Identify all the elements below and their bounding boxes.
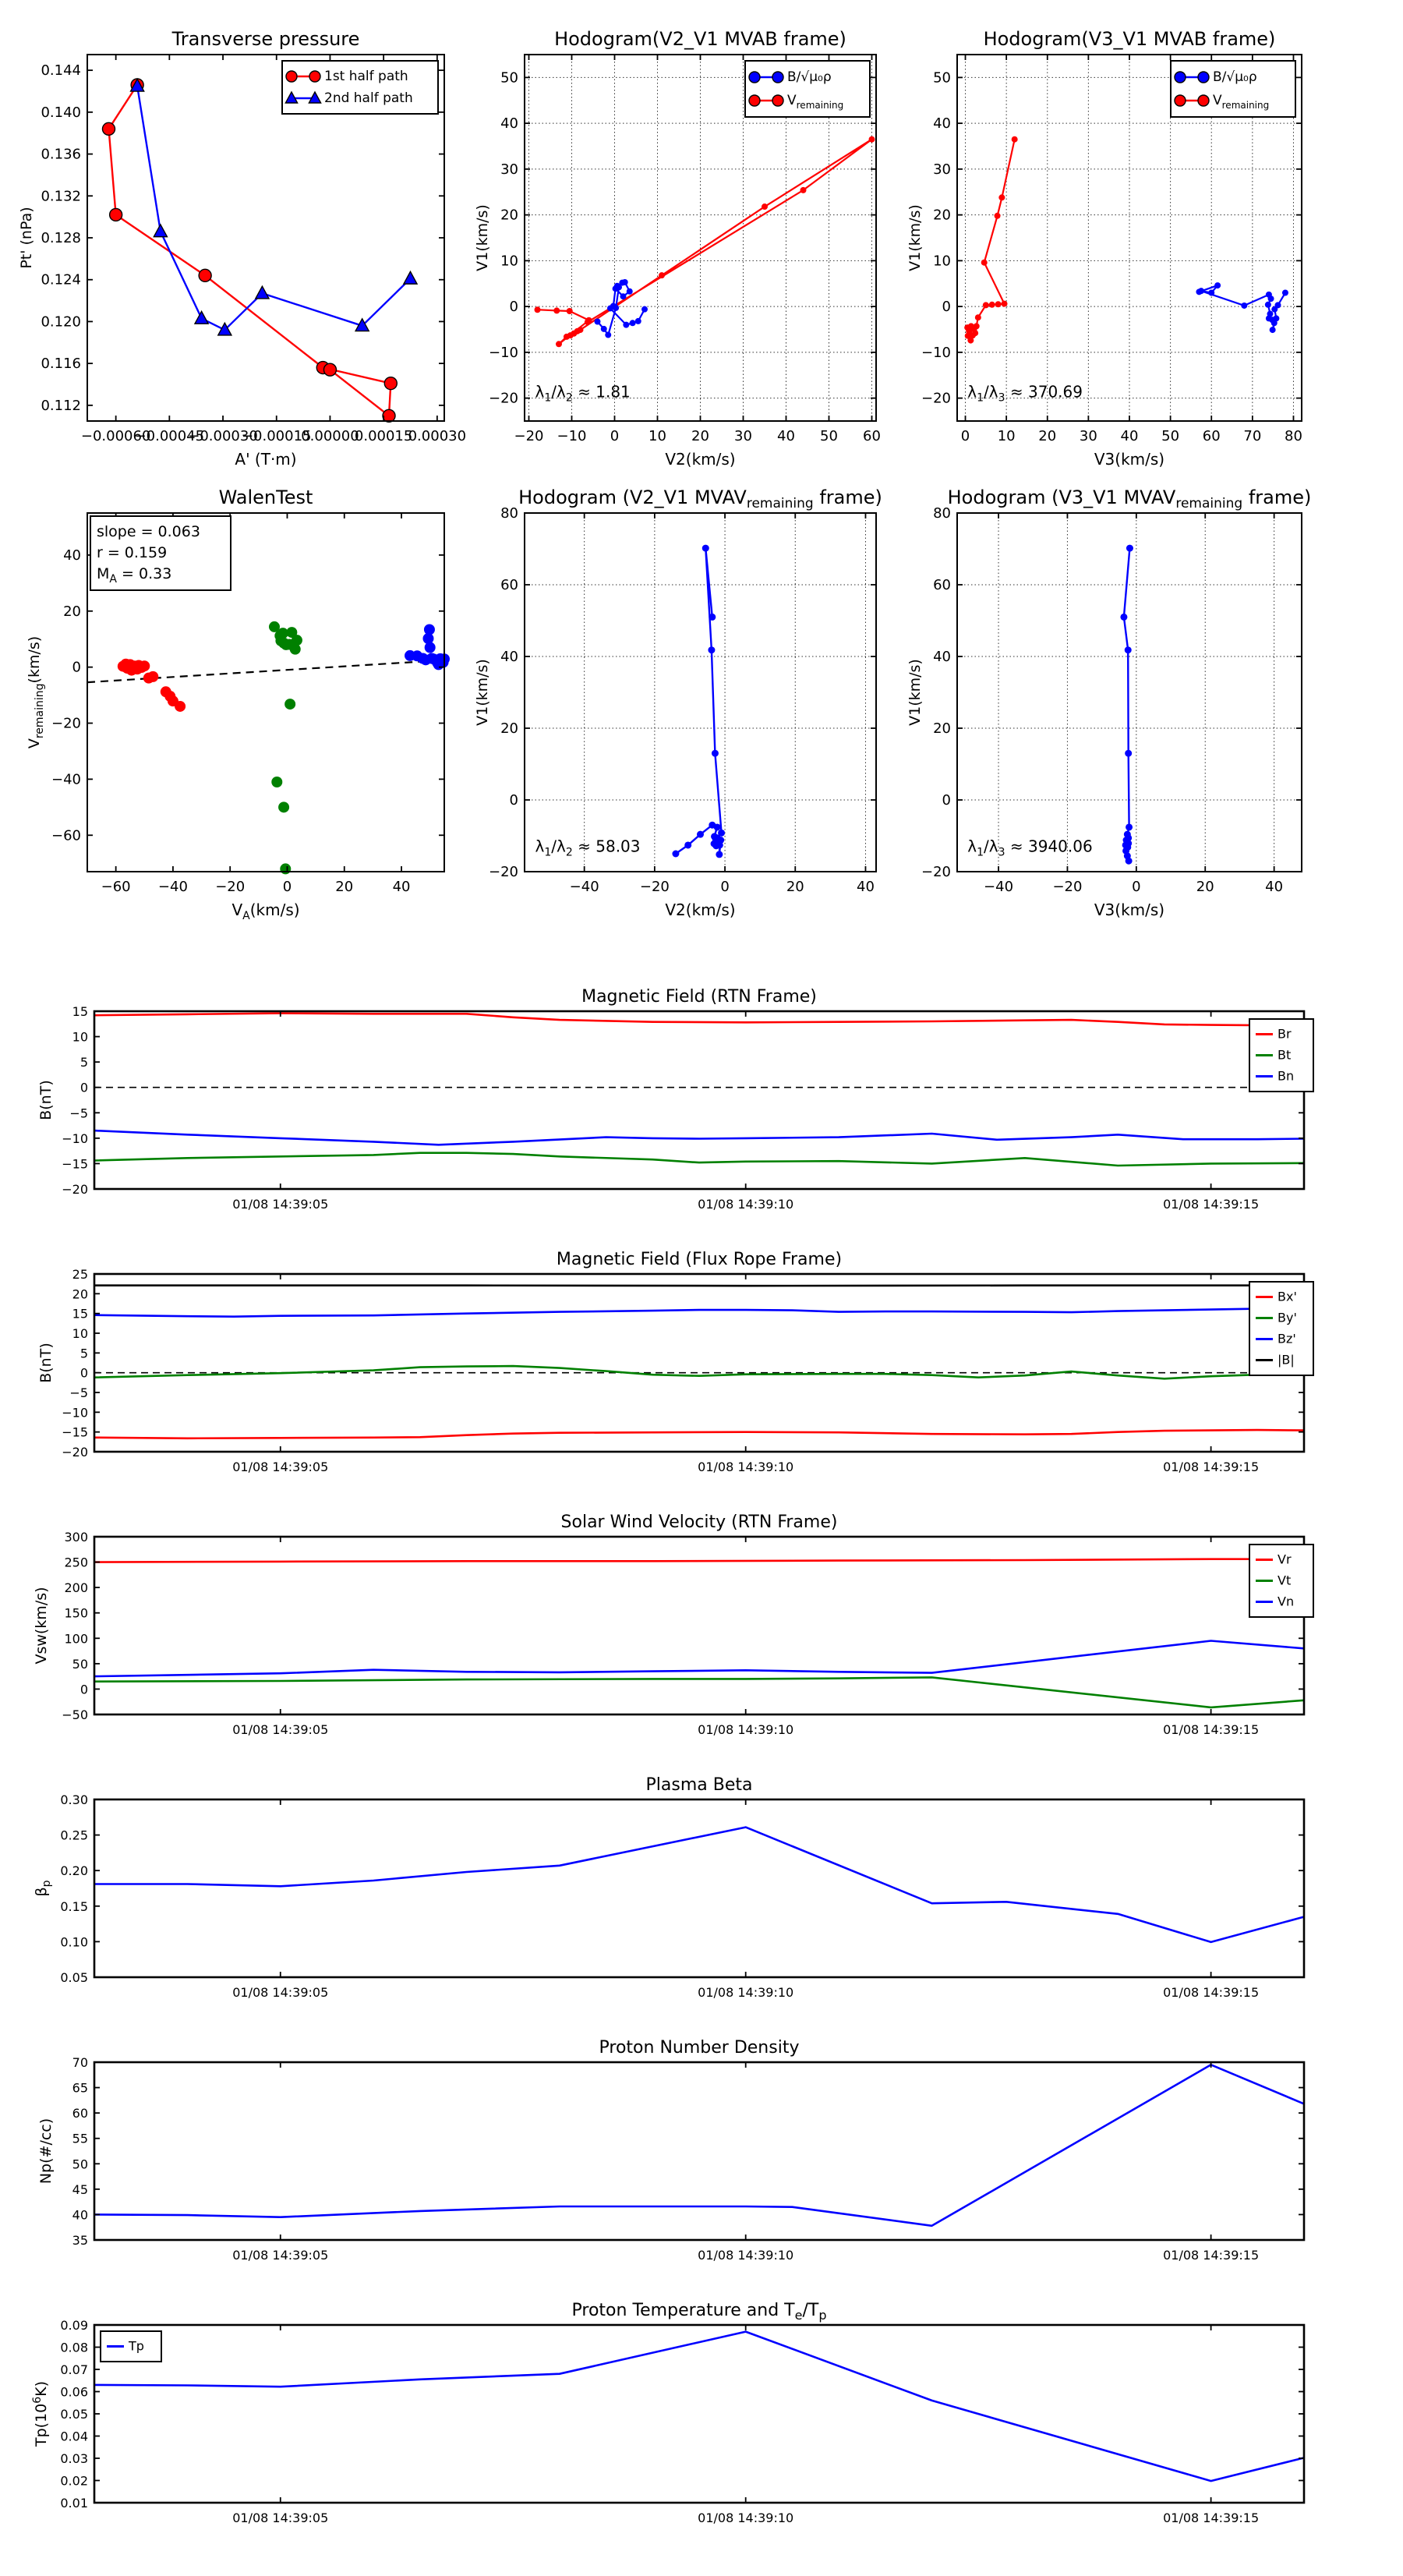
walen-stats-box bbox=[90, 516, 231, 590]
x-axis-label: V3(km/s) bbox=[1094, 450, 1165, 469]
legend-label: B/√μ₀ρ bbox=[787, 69, 832, 85]
legend-label: Vr bbox=[1278, 1552, 1292, 1567]
y-tick-label: 0.20 bbox=[60, 1863, 88, 1879]
series-Np bbox=[94, 2065, 1304, 2226]
y-tick-label: −20 bbox=[921, 390, 951, 407]
y-tick-label: 10 bbox=[933, 253, 951, 270]
chart-solar-wind-velocity-rtn bbox=[33, 1513, 1313, 1737]
chart-title: Solar Wind Velocity (RTN Frame) bbox=[560, 1513, 838, 1532]
series-line bbox=[676, 548, 722, 855]
x-tick-label: 40 bbox=[1265, 879, 1284, 895]
y-tick-label: 40 bbox=[63, 547, 81, 564]
legend-label: Br bbox=[1278, 1026, 1292, 1042]
y-tick-label: 50 bbox=[500, 69, 518, 87]
chart-hodogram-v2v1-mvab bbox=[474, 28, 881, 469]
series-line bbox=[94, 1014, 1304, 1026]
x-tick-label: −40 bbox=[984, 879, 1014, 895]
y-tick-label: 0 bbox=[80, 1682, 88, 1697]
y-axis-label: $\beta_p$ bbox=[33, 1880, 53, 1897]
x-tick-label: 70 bbox=[1243, 428, 1262, 444]
legend bbox=[1249, 1282, 1313, 1375]
series-line bbox=[1124, 548, 1130, 861]
x-tick-label: −0.00060 bbox=[80, 428, 151, 444]
x-tick-label: −20 bbox=[639, 879, 670, 895]
series-v-remaining-path bbox=[964, 136, 1018, 344]
y-tick-label: 250 bbox=[64, 1555, 88, 1570]
series-line bbox=[94, 1153, 1304, 1166]
series-line bbox=[538, 140, 872, 345]
y-tick-label: −20 bbox=[921, 864, 951, 880]
x-tick-label: 0 bbox=[282, 879, 292, 895]
x-tick-label: 10 bbox=[648, 428, 666, 444]
y-axis-label: Vsw(km/s) bbox=[33, 1587, 50, 1665]
chart-title: Transverse pressure bbox=[171, 28, 360, 50]
x-tick-label: 60 bbox=[863, 428, 881, 444]
x-tick-label: −10 bbox=[557, 428, 587, 444]
x-tick-label: 01/08 14:39:15 bbox=[1163, 2511, 1260, 2525]
y-tick-label: −20 bbox=[51, 715, 81, 732]
legend-label: 1st half path bbox=[324, 69, 408, 84]
legend-label: Tp bbox=[129, 2338, 144, 2354]
axes-frame bbox=[94, 2062, 1304, 2240]
series-b-path bbox=[672, 545, 725, 858]
legend bbox=[1249, 1545, 1313, 1617]
legend-label: Bn bbox=[1278, 1068, 1295, 1084]
y-tick-label: 15 bbox=[72, 1306, 88, 1322]
y-tick-label: 20 bbox=[63, 603, 81, 620]
y-tick-label: 20 bbox=[72, 1286, 88, 1302]
legend-label: $V_{remaining}$ bbox=[1213, 93, 1270, 111]
y-tick-label: 10 bbox=[500, 253, 518, 270]
series-line bbox=[94, 1559, 1304, 1562]
y-tick-label: 40 bbox=[500, 649, 518, 665]
x-tick-label: 01/08 14:39:05 bbox=[232, 1197, 329, 1212]
y-tick-label: 0.09 bbox=[60, 2318, 88, 2333]
x-tick-label: 01/08 14:39:05 bbox=[232, 1722, 329, 1737]
y-tick-label: 0.144 bbox=[41, 62, 81, 80]
x-tick-label: 01/08 14:39:05 bbox=[232, 1460, 329, 1474]
y-tick-label: 60 bbox=[933, 577, 951, 593]
y-tick-label: 0.03 bbox=[60, 2451, 88, 2466]
y-tick-label: 0.112 bbox=[41, 397, 81, 414]
lambda-ratio-annotation: $\lambda_1/\lambda_2 \approx 58.03$ bbox=[535, 837, 641, 859]
series-Vn bbox=[94, 1641, 1304, 1677]
legend bbox=[282, 61, 438, 114]
y-tick-label: 100 bbox=[64, 1631, 88, 1647]
y-axis-label: V1(km/s) bbox=[906, 204, 924, 271]
chart-title: Magnetic Field (RTN Frame) bbox=[581, 987, 817, 1007]
y-tick-label: −15 bbox=[62, 1156, 88, 1172]
y-tick-label: −20 bbox=[62, 1182, 88, 1197]
series-line bbox=[94, 1131, 1304, 1145]
chart-walen-test bbox=[26, 487, 450, 922]
legend bbox=[1249, 1019, 1313, 1092]
chart-title: Magnetic Field (Flux Rope Frame) bbox=[556, 1250, 843, 1269]
y-tick-label: 50 bbox=[72, 1656, 88, 1672]
x-tick-label: 10 bbox=[997, 428, 1016, 444]
legend-label: $V_{remaining}$ bbox=[787, 93, 844, 111]
x-tick-label: 0 bbox=[1132, 879, 1141, 895]
legend-label: Vt bbox=[1278, 1573, 1292, 1588]
y-tick-label: 45 bbox=[72, 2181, 88, 2197]
series-beta-p bbox=[94, 1828, 1304, 1942]
y-tick-label: 0 bbox=[80, 1365, 88, 1381]
y-axis-label: Pt' (nPa) bbox=[18, 207, 35, 269]
x-tick-label: 20 bbox=[691, 428, 709, 444]
x-tick-label: −20 bbox=[514, 428, 544, 444]
series-Bn bbox=[94, 1131, 1304, 1145]
series-Br bbox=[94, 1014, 1304, 1026]
y-axis-label: Np(#/cc) bbox=[37, 2118, 55, 2185]
x-tick-label: 01/08 14:39:10 bbox=[698, 2248, 794, 2263]
y-tick-label: 0.01 bbox=[60, 2496, 88, 2511]
series-Bx-prime bbox=[94, 1430, 1304, 1438]
y-axis-label: V1(km/s) bbox=[906, 659, 924, 726]
legend bbox=[1171, 61, 1295, 117]
y-tick-label: 0.05 bbox=[60, 2407, 88, 2422]
x-tick-label: 0.00000 bbox=[301, 428, 359, 444]
y-axis-label: B(nT) bbox=[37, 1343, 55, 1383]
chart-title: Hodogram (V3_V1 $MVAV_{remaining}$ frame) bbox=[947, 487, 1312, 511]
legend-label: B/√μ₀ρ bbox=[1213, 69, 1257, 85]
x-tick-label: 40 bbox=[857, 879, 875, 895]
y-tick-label: 20 bbox=[500, 720, 518, 737]
y-tick-label: 0 bbox=[942, 299, 951, 316]
x-tick-label: 01/08 14:39:10 bbox=[698, 1460, 794, 1474]
y-tick-label: 80 bbox=[933, 505, 951, 522]
legend bbox=[745, 61, 870, 117]
x-tick-label: 01/08 14:39:10 bbox=[698, 1985, 794, 2000]
y-tick-label: 15 bbox=[72, 1004, 88, 1019]
chart-magnetic-field-flux-rope bbox=[37, 1250, 1313, 1474]
series-line bbox=[94, 1430, 1304, 1438]
y-tick-label: 0.132 bbox=[41, 188, 81, 205]
y-tick-label: −20 bbox=[489, 390, 518, 407]
series-alfven-b-path bbox=[1196, 282, 1288, 333]
y-tick-label: 70 bbox=[72, 2055, 88, 2070]
y-tick-label: 0.30 bbox=[60, 1792, 88, 1807]
series-first-half-path bbox=[102, 79, 397, 422]
series-line bbox=[109, 85, 391, 416]
lambda-ratio-annotation: $\lambda_1/\lambda_2 \approx 1.81$ bbox=[535, 382, 631, 405]
axes-frame bbox=[525, 513, 876, 872]
legend-label: Bx' bbox=[1278, 1289, 1297, 1304]
chart-proton-temperature bbox=[31, 2301, 1304, 2525]
y-tick-label: 40 bbox=[72, 2207, 88, 2223]
y-tick-label: 0.08 bbox=[60, 2340, 88, 2355]
chart-title: Proton Temperature and $T_e/T_p$ bbox=[571, 2301, 827, 2323]
y-axis-label: V1(km/s) bbox=[474, 659, 491, 726]
legend-label: Bz' bbox=[1278, 1331, 1296, 1346]
series-By-prime bbox=[94, 1366, 1304, 1378]
chart-title: Proton Number Density bbox=[599, 2038, 800, 2058]
chart-hodogram-v2v1-mvav bbox=[474, 487, 882, 919]
y-tick-label: −40 bbox=[51, 771, 81, 788]
chart-hodogram-v3v1-mvav bbox=[906, 487, 1311, 919]
y-tick-label: 0.128 bbox=[41, 230, 81, 246]
series-second-half-scatter bbox=[405, 625, 450, 671]
y-tick-label: −10 bbox=[62, 1131, 88, 1146]
x-tick-label: 20 bbox=[335, 879, 354, 895]
y-tick-label: 5 bbox=[80, 1055, 88, 1070]
chart-hodogram-v3v1-mvab bbox=[906, 28, 1302, 469]
walen-stat-line: $M_A = 0.33$ bbox=[97, 565, 172, 586]
chart-plasma-beta bbox=[33, 1775, 1304, 2000]
y-tick-label: 0.116 bbox=[41, 356, 81, 373]
y-tick-label: 0 bbox=[72, 659, 81, 676]
y-tick-label: 40 bbox=[933, 649, 951, 665]
x-tick-label: 01/08 14:39:15 bbox=[1163, 2248, 1260, 2263]
x-tick-label: −40 bbox=[157, 879, 188, 895]
x-axis-label: V3(km/s) bbox=[1094, 901, 1165, 919]
y-tick-label: −60 bbox=[51, 827, 81, 844]
y-axis-label: $Tp(10^6K)$ bbox=[31, 2380, 50, 2447]
series-line bbox=[967, 140, 1015, 341]
chart-transverse-pressure bbox=[18, 28, 466, 469]
series-line bbox=[94, 1641, 1304, 1677]
y-tick-label: −20 bbox=[489, 864, 518, 880]
axes-frame bbox=[94, 1537, 1304, 1714]
legend-label: Vn bbox=[1278, 1594, 1295, 1609]
x-tick-label: 0.00015 bbox=[354, 428, 413, 444]
x-axis-label: V2(km/s) bbox=[665, 901, 736, 919]
y-tick-label: 200 bbox=[64, 1580, 88, 1596]
y-tick-label: 150 bbox=[64, 1605, 88, 1621]
y-tick-label: 65 bbox=[72, 2080, 88, 2096]
y-tick-label: −5 bbox=[69, 1106, 88, 1121]
series-line bbox=[94, 2332, 1304, 2482]
lambda-ratio-annotation: $\lambda_1/\lambda_3 \approx 3940.06$ bbox=[967, 837, 1093, 859]
x-tick-label: 40 bbox=[777, 428, 795, 444]
x-tick-label: 01/08 14:39:05 bbox=[232, 2248, 329, 2263]
x-tick-label: 0.00030 bbox=[408, 428, 467, 444]
x-tick-label: 01/08 14:39:15 bbox=[1163, 1197, 1260, 1212]
y-tick-label: 40 bbox=[500, 115, 518, 133]
series-alfven-b-path bbox=[595, 279, 648, 338]
x-tick-label: 01/08 14:39:15 bbox=[1163, 1460, 1260, 1474]
y-tick-label: 50 bbox=[72, 2157, 88, 2172]
chart-title: Hodogram (V2_V1 $MVAV_{remaining}$ frame) bbox=[518, 487, 882, 511]
y-tick-label: 0.02 bbox=[60, 2473, 88, 2489]
x-tick-label: −0.00015 bbox=[241, 428, 312, 444]
legend-label: Bt bbox=[1278, 1047, 1292, 1063]
y-tick-label: 0 bbox=[509, 792, 518, 809]
legend-label: By' bbox=[1278, 1310, 1297, 1325]
y-tick-label: 50 bbox=[933, 69, 951, 87]
axes-frame bbox=[94, 1799, 1304, 1977]
x-tick-label: −0.00045 bbox=[134, 428, 205, 444]
y-tick-label: 20 bbox=[933, 207, 951, 224]
y-tick-label: 300 bbox=[64, 1530, 88, 1545]
y-tick-label: −10 bbox=[489, 344, 518, 361]
chart-title: Plasma Beta bbox=[645, 1775, 753, 1795]
y-tick-label: 60 bbox=[72, 2106, 88, 2121]
x-tick-label: 01/08 14:39:15 bbox=[1163, 1722, 1260, 1737]
y-tick-label: 30 bbox=[933, 161, 951, 178]
walen-stat-line: r = 0.159 bbox=[97, 544, 168, 561]
y-tick-label: 0.10 bbox=[60, 1934, 88, 1950]
x-tick-label: 01/08 14:39:05 bbox=[232, 1985, 329, 2000]
chart-proton-number-density bbox=[37, 2038, 1304, 2263]
x-axis-label: A' (T·m) bbox=[235, 450, 297, 469]
series-Vr bbox=[94, 1559, 1304, 1562]
y-tick-label: 0.06 bbox=[60, 2384, 88, 2400]
x-tick-label: −20 bbox=[215, 879, 246, 895]
y-tick-label: 35 bbox=[72, 2233, 88, 2248]
y-tick-label: 0.25 bbox=[60, 1828, 88, 1843]
x-tick-label: 0 bbox=[960, 428, 970, 444]
series-Tp bbox=[94, 2332, 1304, 2482]
x-tick-label: −40 bbox=[569, 879, 599, 895]
series-second-half-path bbox=[131, 79, 417, 335]
x-tick-label: 30 bbox=[734, 428, 752, 444]
x-tick-label: 0 bbox=[610, 428, 620, 444]
series-Vt bbox=[94, 1677, 1304, 1707]
y-tick-label: 5 bbox=[80, 1346, 88, 1361]
y-tick-label: −10 bbox=[921, 344, 951, 361]
x-tick-label: 40 bbox=[1120, 428, 1139, 444]
y-tick-label: 20 bbox=[500, 207, 518, 224]
y-tick-label: 0 bbox=[509, 299, 518, 316]
x-tick-label: 30 bbox=[1079, 428, 1097, 444]
x-tick-label: 20 bbox=[786, 879, 804, 895]
y-axis-label: B(nT) bbox=[37, 1080, 55, 1120]
chart-title: WalenTest bbox=[218, 487, 313, 508]
legend bbox=[101, 2331, 161, 2362]
x-tick-label: 20 bbox=[1038, 428, 1057, 444]
lambda-ratio-annotation: $\lambda_1/\lambda_3 \approx 370.69$ bbox=[967, 382, 1083, 405]
y-tick-label: 60 bbox=[500, 577, 518, 593]
y-tick-label: 0 bbox=[80, 1080, 88, 1095]
x-tick-label: −60 bbox=[101, 879, 131, 895]
series-line bbox=[94, 2065, 1304, 2226]
series-b-path bbox=[1120, 545, 1133, 865]
x-tick-label: 80 bbox=[1285, 428, 1302, 444]
y-tick-label: −50 bbox=[62, 1707, 88, 1722]
y-tick-label: 0.15 bbox=[60, 1898, 88, 1914]
y-tick-label: −15 bbox=[62, 1424, 88, 1440]
y-tick-label: 40 bbox=[933, 115, 951, 133]
y-tick-label: 0.07 bbox=[60, 2362, 88, 2377]
x-axis-label: V2(km/s) bbox=[665, 450, 736, 469]
x-tick-label: 50 bbox=[820, 428, 838, 444]
series-line bbox=[94, 1828, 1304, 1942]
x-tick-label: 01/08 14:39:05 bbox=[232, 2511, 329, 2525]
y-tick-label: 20 bbox=[933, 720, 951, 737]
axes-frame bbox=[94, 1274, 1304, 1452]
axes-frame bbox=[94, 2325, 1304, 2503]
y-tick-label: 0.140 bbox=[41, 104, 81, 121]
x-tick-label: 01/08 14:39:15 bbox=[1163, 1985, 1260, 2000]
series-line bbox=[137, 86, 410, 330]
series-v-remaining-path bbox=[535, 136, 875, 348]
x-tick-label: −20 bbox=[1052, 879, 1083, 895]
chart-title: Hodogram(V2_V1 MVAB frame) bbox=[554, 28, 846, 50]
y-tick-label: −20 bbox=[62, 1445, 88, 1460]
y-tick-label: 55 bbox=[72, 2131, 88, 2146]
y-axis-label: $V_{remaining}(km/s)$ bbox=[26, 635, 46, 749]
x-tick-label: 20 bbox=[1196, 879, 1214, 895]
y-tick-label: 10 bbox=[72, 1326, 88, 1341]
series-middle-scatter bbox=[269, 621, 302, 875]
y-tick-label: 0.124 bbox=[41, 271, 81, 288]
x-axis-label: $V_A(km/s)$ bbox=[231, 901, 300, 922]
series-line bbox=[94, 1677, 1304, 1707]
y-axis-label: V1(km/s) bbox=[474, 204, 491, 271]
y-tick-label: 0.120 bbox=[41, 313, 81, 331]
y-tick-label: 30 bbox=[500, 161, 518, 178]
chart-magnetic-field-rtn bbox=[37, 987, 1313, 1212]
y-tick-label: 80 bbox=[500, 505, 518, 522]
y-tick-label: 0.136 bbox=[41, 146, 81, 163]
series-Bt bbox=[94, 1153, 1304, 1166]
x-tick-label: 0 bbox=[720, 879, 730, 895]
series-Bz-prime bbox=[94, 1309, 1304, 1317]
y-tick-label: 10 bbox=[72, 1029, 88, 1045]
x-tick-label: 01/08 14:39:10 bbox=[698, 2511, 794, 2525]
x-tick-label: 01/08 14:39:10 bbox=[698, 1722, 794, 1737]
series-line bbox=[94, 1309, 1304, 1317]
chart-title: Hodogram(V3_V1 MVAB frame) bbox=[983, 28, 1276, 50]
walen-stat-line: slope = 0.063 bbox=[97, 523, 200, 540]
y-tick-label: −10 bbox=[62, 1405, 88, 1421]
x-tick-label: −0.00030 bbox=[188, 428, 258, 444]
y-tick-label: 25 bbox=[72, 1267, 88, 1282]
y-tick-label: 0.05 bbox=[60, 1970, 88, 1985]
series-first-half-scatter bbox=[118, 659, 186, 712]
series-line bbox=[94, 1366, 1304, 1378]
legend-label: 2nd half path bbox=[324, 90, 413, 106]
legend-label: |B| bbox=[1278, 1352, 1295, 1368]
y-tick-label: 0 bbox=[942, 792, 951, 809]
x-tick-label: 40 bbox=[392, 879, 411, 895]
y-tick-label: −5 bbox=[69, 1385, 88, 1400]
x-tick-label: 60 bbox=[1202, 428, 1221, 444]
y-tick-label: 0.04 bbox=[60, 2429, 88, 2444]
x-tick-label: 50 bbox=[1161, 428, 1180, 444]
x-tick-label: 01/08 14:39:10 bbox=[698, 1197, 794, 1212]
